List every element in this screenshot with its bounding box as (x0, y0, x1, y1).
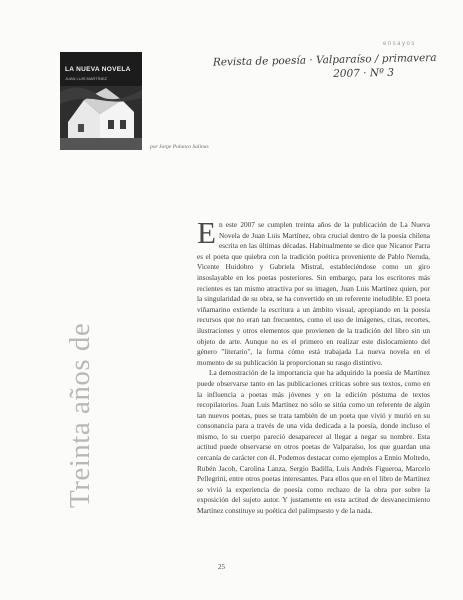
page-number: 25 (218, 563, 225, 571)
annotation-line-1: Revista de poesía · Valparaíso / primavera (212, 51, 437, 69)
article-title: Treinta años de (64, 322, 96, 508)
article-body (197, 215, 430, 517)
book-cover-image (60, 52, 142, 150)
book-title: LA NUEVA NOVELA (65, 66, 131, 73)
section-label: ensayos (383, 41, 416, 47)
drop-cap: E (197, 215, 216, 250)
article-title-vertical (54, 188, 124, 508)
handwritten-annotation (213, 50, 454, 83)
author-byline: por Jorge Polanco Salinas (150, 144, 209, 150)
paragraph-1 (197, 215, 430, 368)
annotation-line-2: 2007 · Nº 3 (333, 66, 395, 80)
paragraph-2: La demostración de la importancia que ha adquirido la poesía de Martínez puede observarse tanto en las publicaciones críticas sobre sus textos, como en la influencia a poetas más jóvenes y en la edición póstuma de textos recopilatorios. Juan Luis Martínez no sólo se sitúa como un referente de algún tan nuevos poetas, pues se trata también de un poeta que vivió y murió en su consonancia para a través de una vida dedicada a la poesía, donde incluso el mismo, lo su cuerpo pareció desaparecer al llegar a negar su nombre. Esta actitud puede observarse en otros poetas de Valparaíso, los que guardan una cercanía de carácter con él. Podemos destacar como ejemplos a Ennio Moltedo, Rubén Jacob, Carolina Lanza, Sergio Badilla, Luis Andrés Figueroa, Marcelo Pellegrini, entre otros poetas interesantes. Para ellos que en el libro de Martínez se vivió la experiencia de poesía como rechazo de la obra por sobre la exposición del sujeto autor. Y justamente en esta actitud de desvanecimiento Martínez constituye su poética del palimpsesto y de la nada. (197, 368, 430, 516)
paragraph-1-text: n este 2007 se cumplen treinta años de la publicación de La Nueva Novela de Juan Luis Martínez, obra crucial dentro de la poesía chilena escrita en las últimas décadas. Habitualmente se dice que Nicanor Parra es el poeta que quiebra con la tradición poética proveniente de Pablo Neruda, Vicente Huidobro y Gabriela Mistral, estableciéndose como un giro insoslayable en los poetas posteriores. Sin embargo, para los escritores más recientes es tan mismo atractiva por su imagen, Juan Luis Martínez quien, por la singularidad de su obra, se ha convertido en un referente ineludible. El poeta viñamarino extiende la escritura a un ámbito visual, apropiando en la poesía recursos que no eran tan frecuentes, como el uso de imágenes, citas, recortes, ilustraciones y otros elementos que provienen de la tradición del libro sin un objeto de arte. Aunque no es el primero en realizar este dislocamiento del género "literario", la forma cómo está trabajada La nueva novela en el momento de su publicación la proporcionan su rasgo distintivo. (197, 220, 430, 367)
book-author: JUAN LUIS MARTÍNEZ (65, 76, 107, 81)
